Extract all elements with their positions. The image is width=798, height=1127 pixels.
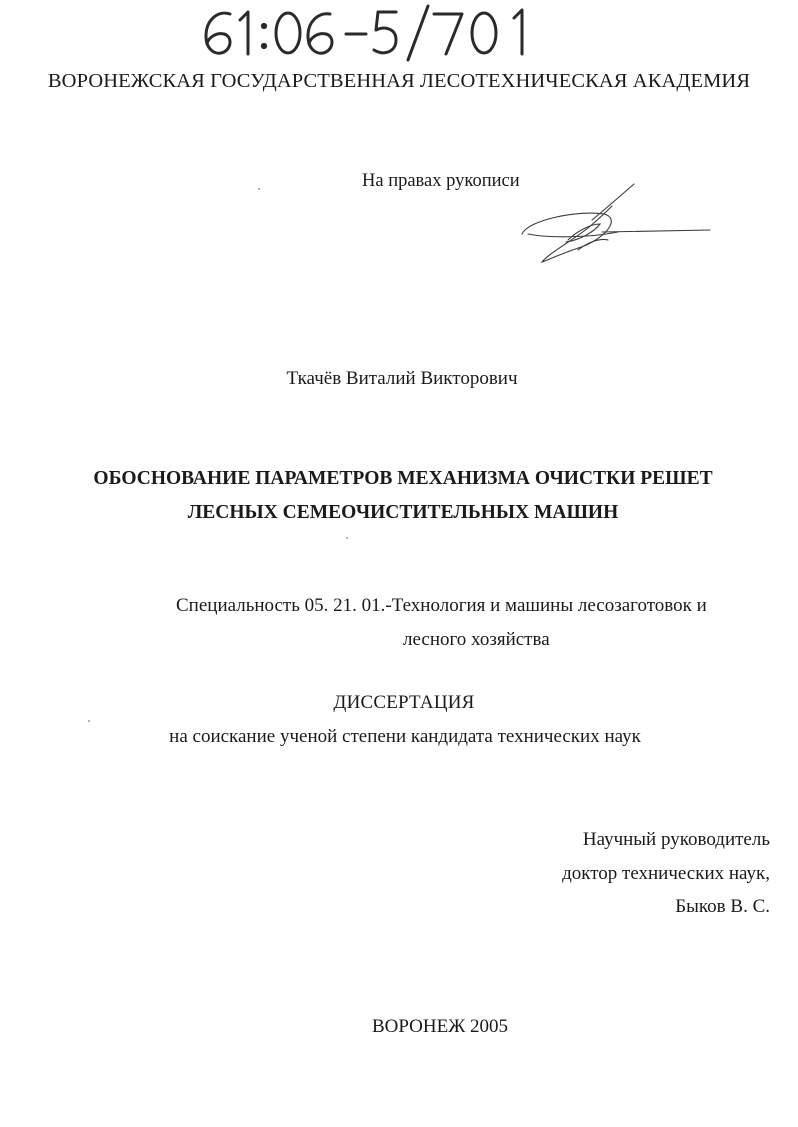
signature-icon [508,180,718,270]
title-line-2: ЛЕСНЫХ СЕМЕОЧИСТИТЕЛЬНЫХ МАШИН [187,502,619,523]
title-line-1: ОБОСНОВАНИЕ ПАРАМЕТРОВ МЕХАНИЗМА ОЧИСТКИ РЕШЕТ [93,468,713,489]
dissertation-title [0,462,798,530]
supervisor-block [562,823,770,924]
supervisor-role: Научный руководитель [582,829,770,850]
degree-statement: на соискание ученой степени кандидата технических наук [169,726,641,747]
copyright-note: На правах рукописи [362,171,520,191]
institution-name: ВОРОНЕЖСКАЯ ГОСУДАРСТВЕННАЯ ЛЕСОТЕХНИЧЕСКАЯ АКАДЕМИЯ [47,70,751,92]
scan-speck [346,537,348,539]
specialty-line-2: лесного хозяйства [403,629,550,650]
supervisor-degree: доктор технических наук, [562,862,770,884]
author-name: Ткачёв Виталий Викторович [286,368,518,389]
supervisor-name: Быков В. С. [675,896,770,917]
scan-speck [88,720,90,722]
document-type: ДИССЕРТАЦИЯ [333,692,475,713]
specialty-line-1: Специальность 05. 21. 01.-Технология и машины лесозаготовок и [176,595,707,616]
archive-number-handwritten [196,2,541,64]
scan-speck [258,188,260,190]
city-year: ВОРОНЕЖ 2005 [371,1016,508,1037]
